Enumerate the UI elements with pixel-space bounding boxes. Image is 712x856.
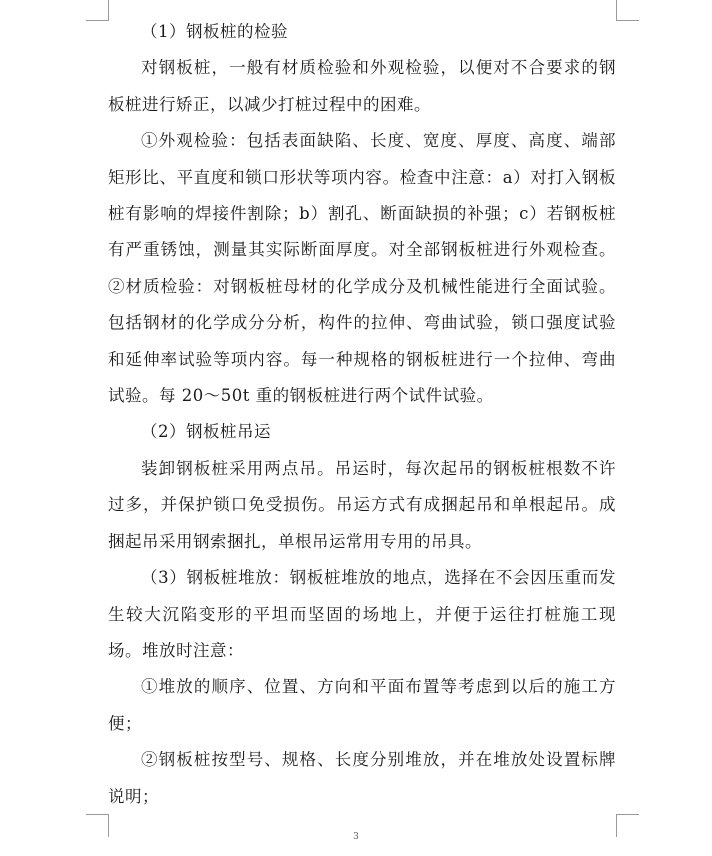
crop-mark-top-right [616, 0, 639, 21]
paragraph-hoisting: 装卸钢板桩采用两点吊。吊运时，每次起吊的钢板桩根数不许过多，并保护锁口免受损伤。吊运方式有成捆起吊和单根起吊。成捆起吊采用钢索捆扎，单根吊运常用专用的吊具。 [108, 458, 616, 551]
heading-inspection: （1）钢板桩的检验 [141, 22, 288, 41]
heading-hoisting: （2）钢板桩吊运 [141, 422, 271, 442]
list-item-stacking-2: ②钢板桩按型号、规格、长度分别堆放，并在堆放处设置标牌说明； [108, 750, 616, 806]
paragraph-inspection-intro: 对钢板桩，一般有材质检验和外观检验，以便对不合要求的钢板桩进行矫正，以减少打桩过程中的困难。 [108, 58, 616, 114]
page-number: 3 [353, 832, 359, 842]
body-text [108, 14, 616, 815]
paragraph-inspection-details: ①外观检验：包括表面缺陷、长度、宽度、厚度、高度、端部矩形比、平直度和锁口形状等项内容。检查中注意：a）对打入钢板桩有影响的焊接件割除；b）割孔、断面缺损的补强；c）若钢板桩有严重锈蚀，测量其实际断面厚度。对全部钢板桩进行外观检查。②材质检验：对钢板桩母材的化学成分及机械性能进行全面试验。包括钢材的化学成分分析，构件的拉伸、弯曲试验，锁口强度试验和延伸率试验等项内容。每一种规格的钢板桩进行一个拉伸、弯曲试验。每 20～50t 重的钢板桩进行两个试件试验。 [108, 131, 616, 406]
paragraph-stacking: （3）钢板桩堆放：钢板桩堆放的地点，选择在不会因压重而发生较大沉陷变形的平坦而坚固的场地上，并便于运往打桩施工现场。堆放时注意： [108, 568, 616, 660]
crop-mark-top-left [86, 0, 109, 21]
list-item-stacking-1: ①堆放的顺序、位置、方向和平面布置等考虑到以后的施工方便； [108, 677, 616, 733]
